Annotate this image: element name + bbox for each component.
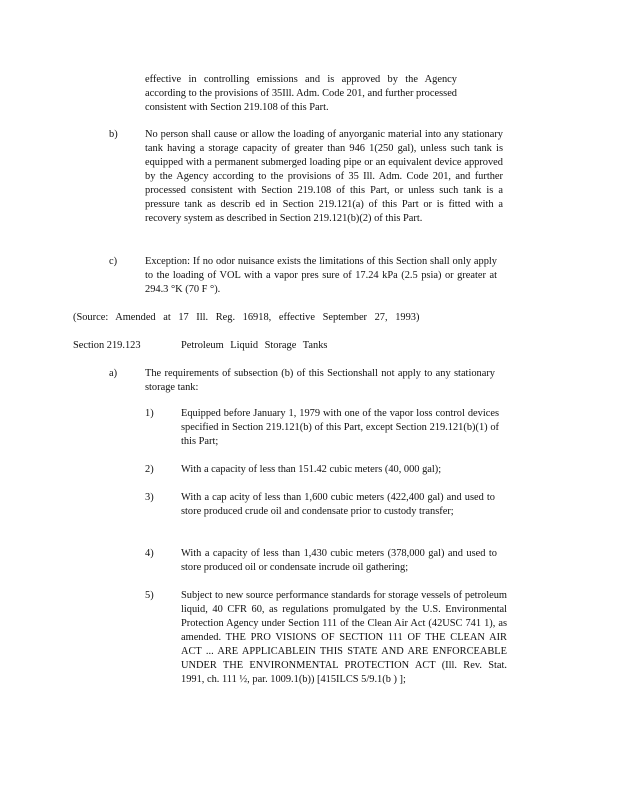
section-a-text: The requirements of subsection (b) of this Sectionshall not apply to any stationary storage tank: — [145, 368, 495, 393]
item-5-label: 5) — [145, 590, 154, 601]
item-3-text: With a cap acity of less than 1,600 cubic meters (422,400 gal) and used to store produced crude oil and condensate prior to custody transfer; — [181, 492, 495, 517]
section-number: Section 219.123 — [73, 340, 141, 351]
item-2-label: 2) — [145, 464, 154, 475]
section-title: Petroleum Liquid Storage Tanks — [181, 340, 328, 351]
paragraph-b-text: No person shall cause or allow the loading of anyorganic material into any stationary tank having a storage capacity of greater than 946 1(250 gal), unless such tank is equipped with a permanent submerged loading pipe or an equivalent device approved by the Agency according to the provisions of 35 Ill. Adm. Code 201, and further processed consistent with Section 219.108 of this Part, or unless such tank is a pressure tank as describ ed in Section 219.121(a) of this Part or is fitted with a recovery system as described in Section 219.121(b)(2) of this Part. — [145, 129, 503, 224]
item-5-text: Subject to new source performance standards for storage vessels of petroleum liquid, 40 CFR 60, as regulations promulgated by the U.S. Environmental Protection Agency under Section 111 of the Clean Air Act (42USC 741 1), as amended. THE PRO VISIONS OF SECTION 111 OF THE CLEAN AIR ACT ... ARE APPLICABLEIN THIS STATE AND ARE ENFORCEABLE UNDER THE ENVIRONMENTAL PROTECTION ACT (Ill. Rev. Stat. 1991, ch. 111 ½, par. 1009.1(b)) [415ILCS 5/9.1(b ) ]; — [181, 590, 507, 685]
item-4-text: With a capacity of less than 1,430 cubic meters (378,000 gal) and used to store produced oil or condensate incrude oil gathering; — [181, 548, 497, 573]
section-a-label: a) — [109, 368, 118, 379]
paragraph-a-continuation: effective in controlling emissions and is approved by the Agency according to the provisions of 35Ill. Adm. Code 201, and further processed consistent with Section 219.108 of this Part. — [145, 74, 457, 113]
paragraph-c-text: Exception: If no odor nuisance exists the limitations of this Section shall only apply to the loading of VOL with a vapor pres sure of 17.24 kPa (2.5 psia) or greater at 294.3 °K (70 F °). — [145, 256, 497, 295]
item-1-label: 1) — [145, 408, 154, 419]
paragraph-c-label: c) — [109, 256, 118, 267]
item-1-text: Equipped before January 1, 1979 with one of the vapor loss control devices specified in Section 219.121(b) of this Part, except Section 219.121(b)(1) of this Part; — [181, 408, 499, 447]
source-note: (Source: Amended at 17 Ill. Reg. 16918, effective September 27, 1993) — [73, 312, 420, 323]
item-3-label: 3) — [145, 492, 154, 503]
item-2-text: With a capacity of less than 151.42 cubic meters (40, 000 gal); — [181, 464, 442, 475]
item-4-label: 4) — [145, 548, 154, 559]
paragraph-b-label: b) — [109, 129, 118, 140]
